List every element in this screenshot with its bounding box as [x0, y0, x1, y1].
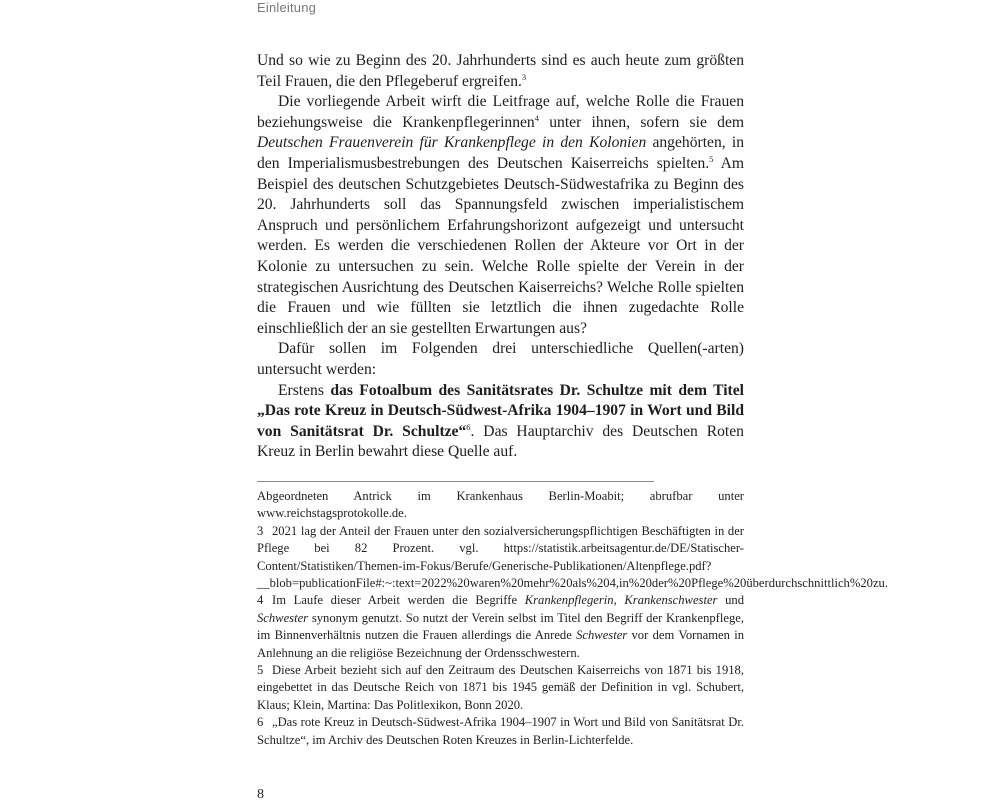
- footnote-4-text-b: ,: [613, 593, 625, 608]
- association-name-italic: Deutschen Frauenverein für Krankenpflege in den Kolonien: [257, 134, 647, 152]
- footnote-continued-text: Abgeordneten Antrick im Krankenhaus Berlin-Moabit; abrufbar unter www.reichstagsprotokolle.de.: [257, 489, 744, 521]
- footnote-ref-4[interactable]: 4: [534, 112, 539, 123]
- footnote-3-number: 3: [257, 523, 264, 538]
- footnote-ref-3[interactable]: 3: [521, 71, 527, 82]
- paragraph-3-text: Dafür sollen im Folgenden drei unterschiedliche Quellen(-arten) untersucht werden:: [257, 340, 744, 378]
- paragraph-2-text-b: unter ihnen, sofern sie dem: [538, 113, 744, 131]
- footnote-separator: [257, 481, 654, 482]
- footnote-4-text-c: und: [717, 593, 744, 608]
- footnote-6-text: „Das rote Kreuz in Deutsch-Südwest-Afrika 1904–1907 in Wort und Bild von Sanitätsrat Dr. Schultze“, im Archiv des Deutschen Roten Kreuzes in Berlin-Lichterfelde.: [257, 715, 744, 747]
- paragraph-4-text-a: Erstens: [278, 381, 331, 399]
- footnote-ref-5[interactable]: 5: [709, 153, 714, 164]
- footnote-ref-6[interactable]: 6: [466, 421, 471, 432]
- footnote-6-number: 6: [257, 715, 264, 730]
- footnote-4-term-3: Schwester: [257, 610, 309, 625]
- footnote-6: [257, 714, 744, 749]
- paragraph-4: [257, 381, 744, 463]
- paragraph-1-text: Und so wie zu Beginn des 20. Jahrhunderts sind es auch heute zum größten Teil Frauen, die den Pflegeberuf ergreifen.: [257, 52, 744, 90]
- footnotes: [257, 488, 888, 749]
- footnote-4-number: 4: [257, 593, 264, 608]
- footnote-4: [257, 592, 744, 662]
- paragraph-2-text-a: Die vorliegende Arbeit wirft die Leitfrage auf, welche Rolle die Frauen beziehungsweise die Krankenpflegerinnen: [257, 93, 744, 131]
- paragraph-2: [257, 92, 744, 339]
- footnote-5: [257, 662, 744, 714]
- paragraph-2-text-c: angehörten, in den Imperialismusbestrebungen des Deutschen Kaiserreichs spielten.: [257, 134, 744, 172]
- main-body-text: [257, 51, 744, 463]
- footnote-3-text: 2021 lag der Anteil der Frauen unter den sozialversicherungspflichtigen Beschäftigten in der Pflege bei 82 Prozent. vgl. https://statistik.arbeitsagentur.de/DE/Statischer-Content/Statistiken/Themen-im-Fokus/Berufe/Generische-Publikationen/Altenpflege.pdf?__blob=publicationFile#:~:text=2022%20waren%20mehr%20als%204,in%20der%20Pflege%20überdurchschnittlich%20zu.: [257, 523, 888, 591]
- page-number: 8: [257, 787, 264, 802]
- footnote-5-number: 5: [257, 663, 264, 678]
- footnote-continued: [257, 488, 744, 523]
- footnote-4-term-1: Krankenpflegerin: [524, 593, 614, 608]
- footnote-5-text: Diese Arbeit bezieht sich auf den Zeitraum des Deutschen Kaiserreichs von 1871 bis 1918, eingebettet in das Deutsche Reich von 1871 bis 1945 gemäß der Definition in vgl. Schubert, Klaus; Klein, Martina: Das Politlexikon, Bonn 2020.: [257, 663, 744, 712]
- source-title-bold: das Fotoalbum des Sanitätsrates Dr. Schultze mit dem Titel „Das rote Kreuz in Deutsch-Südwest-Afrika 1904–1907 in Wort und Bild von Sanitätsrat Dr. Schultze“: [257, 381, 744, 440]
- footnote-4-text-a: Im Laufe dieser Arbeit werden die Begriffe: [272, 593, 525, 608]
- footnote-4-term-4: Schwester: [576, 628, 628, 643]
- footnote-4-text-d: synonym genutzt. So nutzt der Verein selbst im Titel den Begriff der Krankenpflege, im Binnenverhältnis nutzen die Frauen allerdings die Anrede: [257, 610, 744, 643]
- paragraph-1: [257, 51, 744, 92]
- running-head: Einleitung: [257, 0, 317, 15]
- paragraph-2-text-d: Am Beispiel des deutschen Schutzgebietes Deutsch-Südwestafrika zu Beginn des 20. Jahrhunderts soll das Spannungsfeld zwischen imperialistischem Anspruch und persönlichem Erfahrungshorizont aufgezeigt und untersucht werden. Es werden die verschiedenen Rollen der Akteure vor Ort in der Kolonie zu untersuchen zu sein. Welche Rolle spielte der Verein in der strategischen Ausrichtung des Deutschen Kaiserreichs? Welche Rolle spielten die Frauen und wie füllten sie letztlich die ihnen zugedachte Rolle einschließlich der an sie gestellten Erwartungen aus?: [257, 154, 745, 337]
- footnote-4-term-2: Krankenschwester: [624, 593, 718, 608]
- footnote-4-text-e: vor dem Vornamen in Anlehnung an die religiöse Bezeichnung der Ordensschwestern.: [257, 628, 744, 660]
- paragraph-4-text-b: . Das Hauptarchiv des Deutschen Roten Kreuz in Berlin bewahrt diese Quelle auf.: [257, 422, 744, 461]
- paragraph-3: [257, 339, 744, 380]
- footnote-3: [257, 523, 888, 593]
